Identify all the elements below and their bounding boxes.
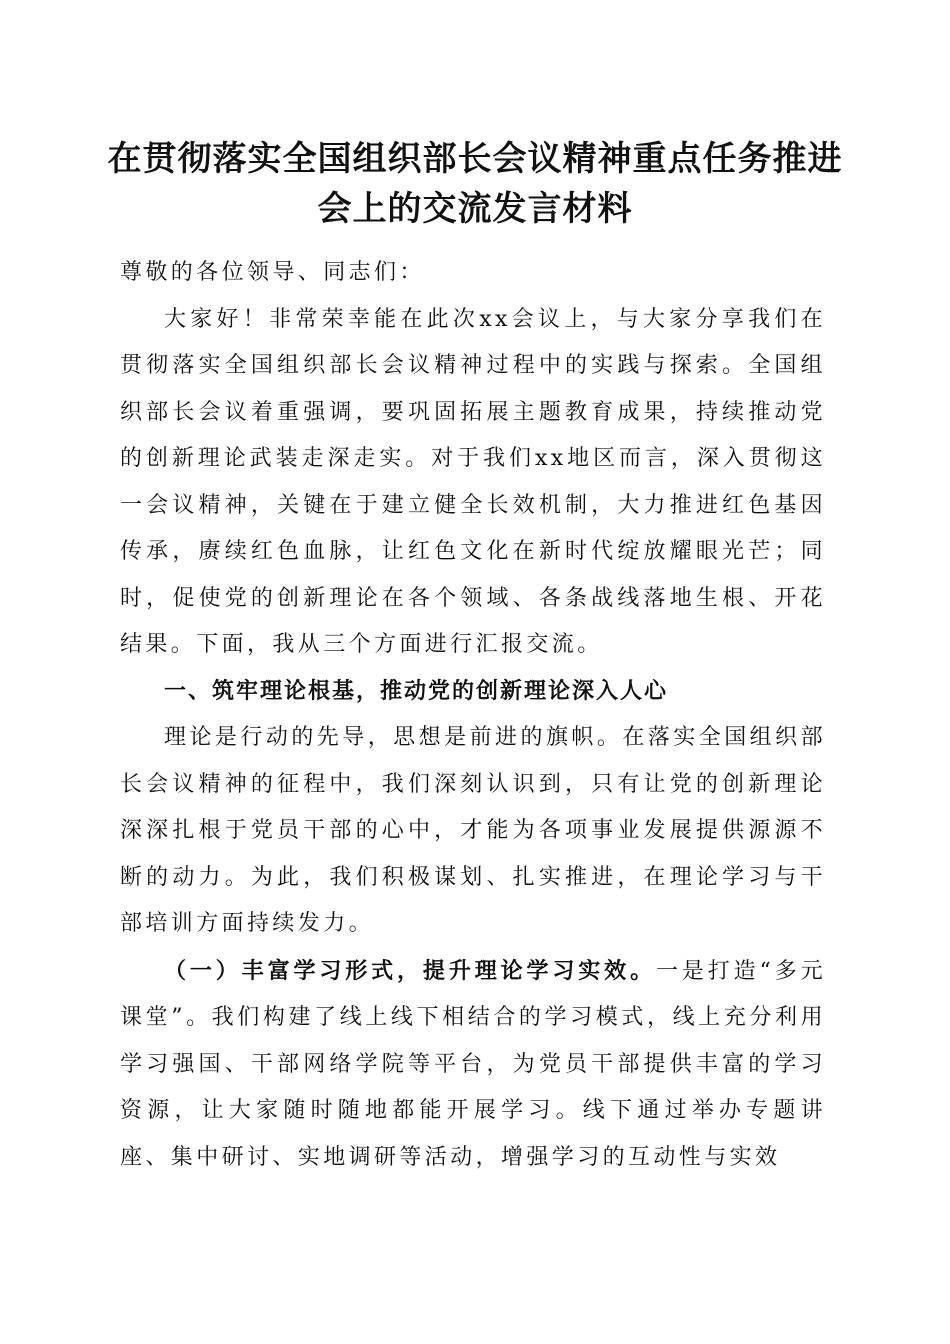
subsection-paragraph-1 <box>120 948 826 1182</box>
document-title: 在贯彻落实全国组织部长会议精神重点任务推进会上的交流发言材料 <box>107 139 843 229</box>
section-paragraph-1: 理论是行动的先导，思想是前进的旗帜。在落实全国组织部长会议精神的征程中，我们深刻认识到，只有让党的创新理论深深扎根于党员干部的心中，才能为各项事业发展提供源源不断的动力。为此，我们积极谋划、扎实推进，在理论学习与干部培训方面持续发力。 <box>120 725 826 936</box>
salutation: 尊敬的各位领导、同志们： <box>120 260 425 285</box>
document-body <box>120 250 826 1181</box>
section-heading-1: 一、筑牢理论根基，推动党的创新理论深入人心 <box>164 678 669 704</box>
subsection-text-1: 一是打造“多元课堂”。我们构建了线上线下相结合的学习模式，线上充分利用学习强国、干部网络学院等平台，为党员干部提供丰富的学习资源，让大家随时随地都能开展学习。线下通过举办专题讲座、集中研讨、实地调研等活动，增强学习的互动性与实效 <box>120 958 826 1170</box>
intro-paragraph: 大家好！非常荣幸能在此次xx会议上，与大家分享我们在贯彻落实全国组织部长会议精神过程中的实践与探索。全国组织部长会议着重强调，要巩固拓展主题教育成果，持续推动党的创新理论武装走深走实。对于我们xx地区而言，深入贯彻这一会议精神，关键在于建立健全长效机制，大力推进红色基因传承，赓续红色血脉，让红色文化在新时代绽放耀眼光芒；同时，促使党的创新理论在各个领域、各条战线落地生根、开花结果。下面，我从三个方面进行汇报交流。 <box>120 306 826 657</box>
subsection-lead-1: （一）丰富学习形式，提升理论学习实效。 <box>164 957 656 984</box>
